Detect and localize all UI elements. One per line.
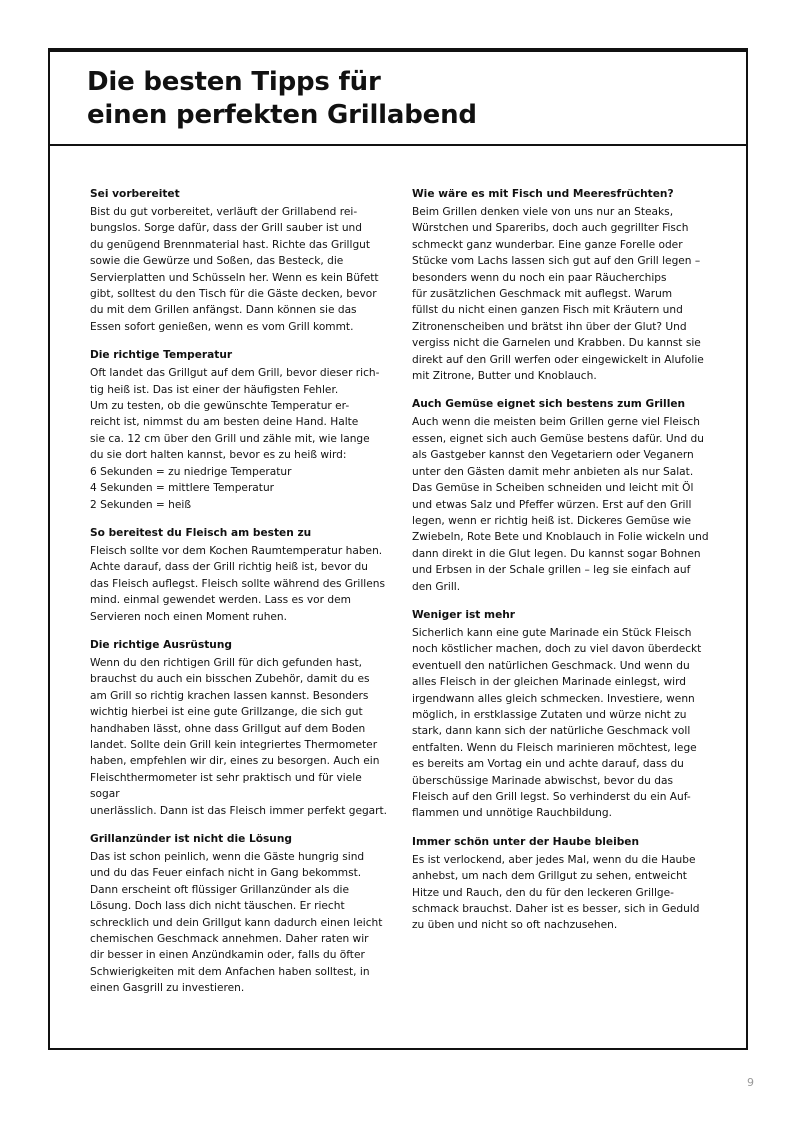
section-text: Wenn du den richtigen Grill für dich gefunden hast, brauchst du auch ein bisschen Zubehör, damit du es am Grill so richtig krachen lassen kannst. Besonders wichtig hierbei ist eine gute Grillzange, die sich gut handhaben lässt, ohne dass Grillgut auf dem Boden landet. Sollte dein Grill kein integriertes Thermometer haben, empfehlen wir dir, eines zu besorgen. Auch ein Fleischthermometer ist sehr praktisch und für viele sogar unerlässlich. Dann ist das Fleisch immer perfekt gegart.: [90, 656, 388, 817]
section-fisch-meeresfruechte: [412, 186, 722, 384]
section-grillanzuender: [90, 831, 390, 997]
page-number: 9: [747, 1076, 754, 1089]
section-text: Bist du gut vorbereitet, verläuft der Grillabend rei- bungslos. Sorge dafür, dass der Grill sauber ist und du genügend Brennmaterial hast. Richte das Grillgut sowie die Gewürze und Soßen, das Besteck, die Servierplatten und Schüsseln her. Wenn es kein Büfett gibt, solltest du den Tisch für die Gäste decken, bevor du mit dem Grillen anfängst. Dann können sie das Essen sofort genießen, wenn es vom Grill kommt.: [90, 206, 379, 333]
section-heading: Wie wäre es mit Fisch und Meeresfrüchten?: [412, 188, 674, 200]
page-title: [87, 66, 746, 132]
section-richtige-temperatur: [90, 347, 390, 513]
section-gemuese: [412, 396, 722, 594]
section-heading: Die richtige Temperatur: [90, 349, 233, 362]
right-column: [412, 186, 722, 946]
section-text: Auch wenn die meisten beim Grillen gerne viel Fleisch essen, eignet sich auch Gemüse bestens dafür. Und du als Gastgeber kannst den Vegetariern oder Veganern unter den Gästen damit mehr anbieten als nur Salat. Das Gemüse in Scheiben schneiden und leicht mit Öl und etwas Salz und Pfeffer würzen. Erst auf den Grill legen, wenn er richtig heiß ist. Dickeres Gemüse wie Zwiebeln, Rote Bete und Knoblauch in Folie wickeln und dann direkt in die Glut legen. Du kannst sogar Bohnen und Erbsen in der Schale grillen – leg sie einfach auf den Grill.: [412, 416, 709, 593]
section-heading: So bereitest du Fleisch am besten zu: [90, 526, 312, 539]
section-text: Es ist verlockend, aber jedes Mal, wenn du die Haube anhebst, um nach dem Grillgut zu sehen, entweicht Hitze und Rauch, den du für den leckeren Grillge- schmack brauchst. Daher ist es besser, sich in Geduld zu üben und nicht so oft nachzusehen.: [412, 853, 700, 932]
section-text: Sicherlich kann eine gute Marinade ein Stück Fleisch noch köstlicher machen, doch zu viel davon überdeckt eventuell den natürlichen Geschmack. Und wenn du alles Fleisch in der gleichen Marinade einlegst, wird irgendwann alles gleich schmecken. Investiere, wenn möglich, in erstklassige Zutaten und würze nicht zu stark, dann kann sich der natürliche Geschmack voll entfalten. Wenn du Fleisch marinieren möchtest, lege es bereits am Vortag ein und achte darauf, dass du überschüssige Marinade abwischst, bevor du das Fleisch auf den Grill legst. So verhinderst du ein Auf- flammen und unnötige Rauchbildung.: [412, 626, 702, 820]
left-column: [90, 186, 390, 1009]
page-header: [50, 52, 746, 146]
section-richtige-ausruestung: [90, 637, 390, 819]
section-text: Das ist schon peinlich, wenn die Gäste hungrig sind und du das Feuer einfach nicht in Gang bekommst. Dann erscheint oft flüssiger Grillanzünder als die Lösung. Doch lass dich nicht täuschen. Er riecht schrecklich und dein Grillgut kann dadurch einen leicht chemischen Geschmack annehmen. Daher raten wir dir besser in einen Anzündkamin oder, falls du öfter Schwierigkeiten mit dem Anfachen haben solltest, in einen Gasgrill zu investieren.: [90, 851, 383, 995]
section-heading: Auch Gemüse eignet sich bestens zum Grillen: [412, 398, 686, 411]
section-sei-vorbereitet: [90, 186, 390, 335]
section-text: Beim Grillen denken viele von uns nur an Steaks, Würstchen und Spareribs, doch auch gegrillter Fisch schmeckt ganz wunderbar. Eine ganze Forelle oder Stücke vom Lachs lassen sich gut auf den Grill legen – besonders wenn du noch ein paar Räucherchips für zusätzlichen Geschmack mit auflegst. Warum füllst du nicht einen ganzen Fisch mit Kräutern und Zitronenscheiben und brätst ihn über der Glut? Und vergiss nicht die Garnelen und Krabben. Du kannst sie direkt auf den Grill werfen oder eingewickelt in Alufolie mit Zitrone, Butter und Knoblauch.: [412, 206, 704, 383]
section-heading: Die richtige Ausrüstung: [90, 638, 232, 651]
section-haube: [412, 834, 722, 934]
section-fleisch-zubereiten: [90, 525, 390, 625]
section-weniger-ist-mehr: [412, 607, 722, 822]
content-frame: [48, 48, 748, 1050]
section-heading: Sei vorbereitet: [90, 188, 180, 200]
section-heading: Weniger ist mehr: [412, 608, 516, 621]
section-text: Fleisch sollte vor dem Kochen Raumtemperatur haben. Achte darauf, dass der Grill richtig heiß ist, bevor du das Fleisch auflegst. Fleisch sollte während des Grillens mind. einmal gewendet werden. Lass es vor dem Servieren noch einen Moment ruhen.: [90, 544, 385, 623]
section-heading: Grillanzünder ist nicht die Lösung: [90, 833, 292, 845]
section-text: Oft landet das Grillgut auf dem Grill, bevor dieser rich- tig heiß ist. Das ist einer der häufigsten Fehler. Um zu testen, ob die gewünschte Temperatur er- reicht ist, nimmst du am besten deine Hand. Halte sie ca. 12 cm über den Grill und zähle mit, wie lange du sie dort halten kannst, bevor es zu heiß wird: 6 Sekunden = zu niedrige Temperatur 4 Sekunden = mittlere Temperatur 2 Sekunden = heiß: [90, 367, 380, 511]
title-line-2: einen perfekten Grillabend: [87, 100, 477, 130]
title-line-1: Die besten Tipps für: [87, 67, 381, 97]
section-heading: Immer schön unter der Haube bleiben: [412, 835, 640, 848]
